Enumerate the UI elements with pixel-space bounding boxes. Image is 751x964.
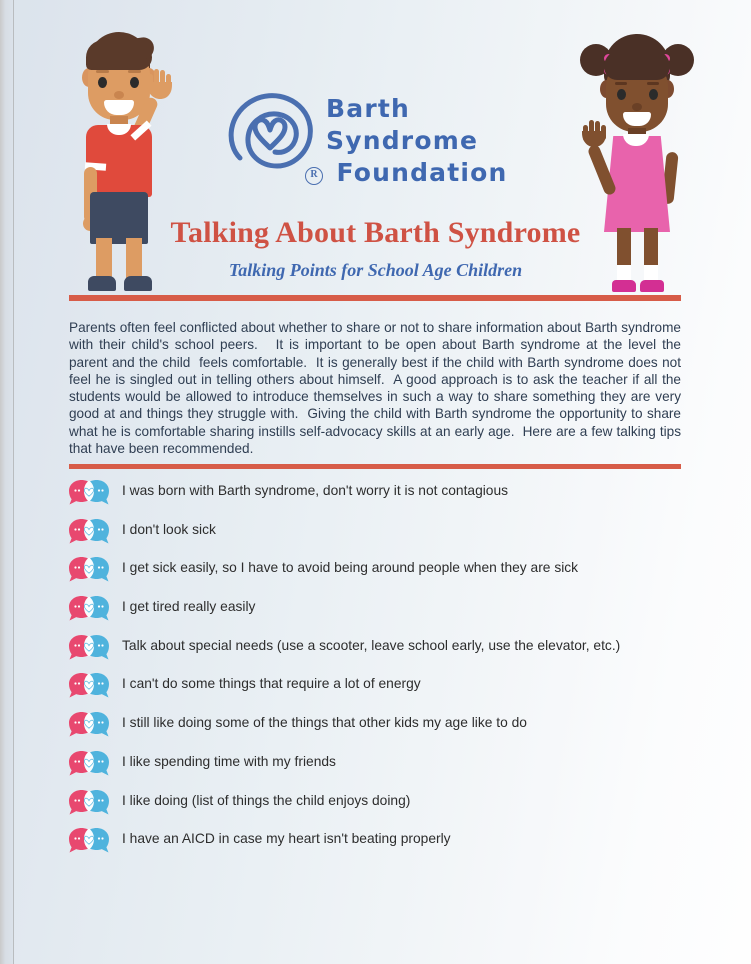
talking-point-text: I get tired really easily	[122, 599, 256, 615]
girl-eyebrow-right	[647, 82, 659, 85]
divider-top	[69, 295, 681, 301]
page-left-edge-line	[13, 0, 14, 964]
speech-bubbles-heart-icon	[66, 750, 112, 778]
logo-wordmark	[326, 93, 536, 189]
talking-point-row	[66, 671, 686, 710]
speech-bubbles-heart-icon	[66, 556, 112, 584]
speech-bubbles-heart-icon	[66, 479, 112, 507]
speech-bubbles-heart-icon	[66, 595, 112, 623]
speech-bubbles-heart-icon	[66, 672, 112, 700]
boy-eyebrow-right	[128, 70, 141, 73]
registered-trademark-icon: R	[305, 167, 323, 185]
girl-bangs	[604, 50, 670, 80]
girl-eye-left	[617, 89, 626, 100]
talking-point-row	[66, 633, 686, 672]
boy-eyebrow-left	[96, 70, 109, 73]
page-subtitle: Talking Points for School Age Children	[228, 260, 523, 280]
talking-point-row	[66, 788, 686, 827]
waving-boy-illustration	[62, 32, 187, 294]
header-band	[0, 0, 751, 300]
talking-points-list	[66, 478, 686, 865]
divider-bottom	[69, 464, 681, 469]
waving-girl-illustration	[578, 32, 696, 294]
talking-point-text: I get sick easily, so I have to avoid being around people when they are sick	[122, 560, 579, 576]
boy-eye-left	[98, 77, 107, 88]
girl-eyebrow-left	[615, 82, 627, 85]
talking-point-text: I like spending time with my friends	[122, 753, 336, 769]
girl-eye-right	[649, 89, 658, 100]
boy-nose	[114, 91, 124, 99]
talking-point-text: I don't look sick	[122, 521, 216, 537]
talking-point-text: I can't do some things that require a lot of energy	[122, 676, 421, 692]
speech-bubbles-heart-icon	[66, 634, 112, 662]
talking-point-row	[66, 594, 686, 633]
talking-point-row	[66, 517, 686, 556]
page-left-edge	[0, 0, 13, 964]
speech-bubbles-heart-icon	[66, 518, 112, 546]
talking-point-text: I have an AICD in case my heart isn't beating properly	[122, 831, 451, 847]
girl-waving-hand-icon	[582, 118, 608, 148]
talking-point-row	[66, 749, 686, 788]
talking-point-text: Talk about special needs (use a scooter, leave school early, use the elevator, etc.)	[122, 637, 621, 653]
boy-eye-right	[130, 77, 139, 88]
talking-point-text: I was born with Barth syndrome, don't worry it is not contagious	[122, 483, 509, 498]
logo-name-line1: Barth Syndrome	[326, 94, 479, 155]
page-title: Talking About Barth Syndrome	[170, 216, 581, 249]
logo-name-line2: Foundation	[336, 158, 508, 187]
speech-bubbles-heart-icon	[66, 711, 112, 739]
talking-point-row	[66, 826, 686, 865]
intro-paragraph: Parents often feel conflicted about whether to share or not to share information about Barth syndrome with their child's school peers. It is important to be open about Barth syndrome at the level the parent and the child feels comfortable. It is generally best if the child with Barth syndrome does not feel he is singled out in telling others about himself. A good approach is to ask the teacher if all the students would be allowed to introduce themselves in such a way to share something they are very good at and things they struggle with. Giving the child with Barth syndrome the opportunity to share what he is comfortable sharing instills self-advocacy skills at an early age. Here are a few talking tips that have been recommended.	[69, 320, 685, 457]
spiral-heart-logo-icon	[222, 86, 318, 182]
talking-point-row	[66, 710, 686, 749]
talking-point-text: I like doing (list of things the child enjoys doing)	[122, 792, 411, 808]
talking-point-text: I still like doing some of the things that other kids my age like to do	[122, 715, 527, 731]
girl-nose	[632, 103, 642, 111]
speech-bubbles-heart-icon	[66, 789, 112, 817]
talking-point-row	[66, 478, 686, 517]
talking-point-row	[66, 555, 686, 594]
boy-waving-hand-icon	[146, 68, 174, 100]
speech-bubbles-heart-icon	[66, 827, 112, 855]
